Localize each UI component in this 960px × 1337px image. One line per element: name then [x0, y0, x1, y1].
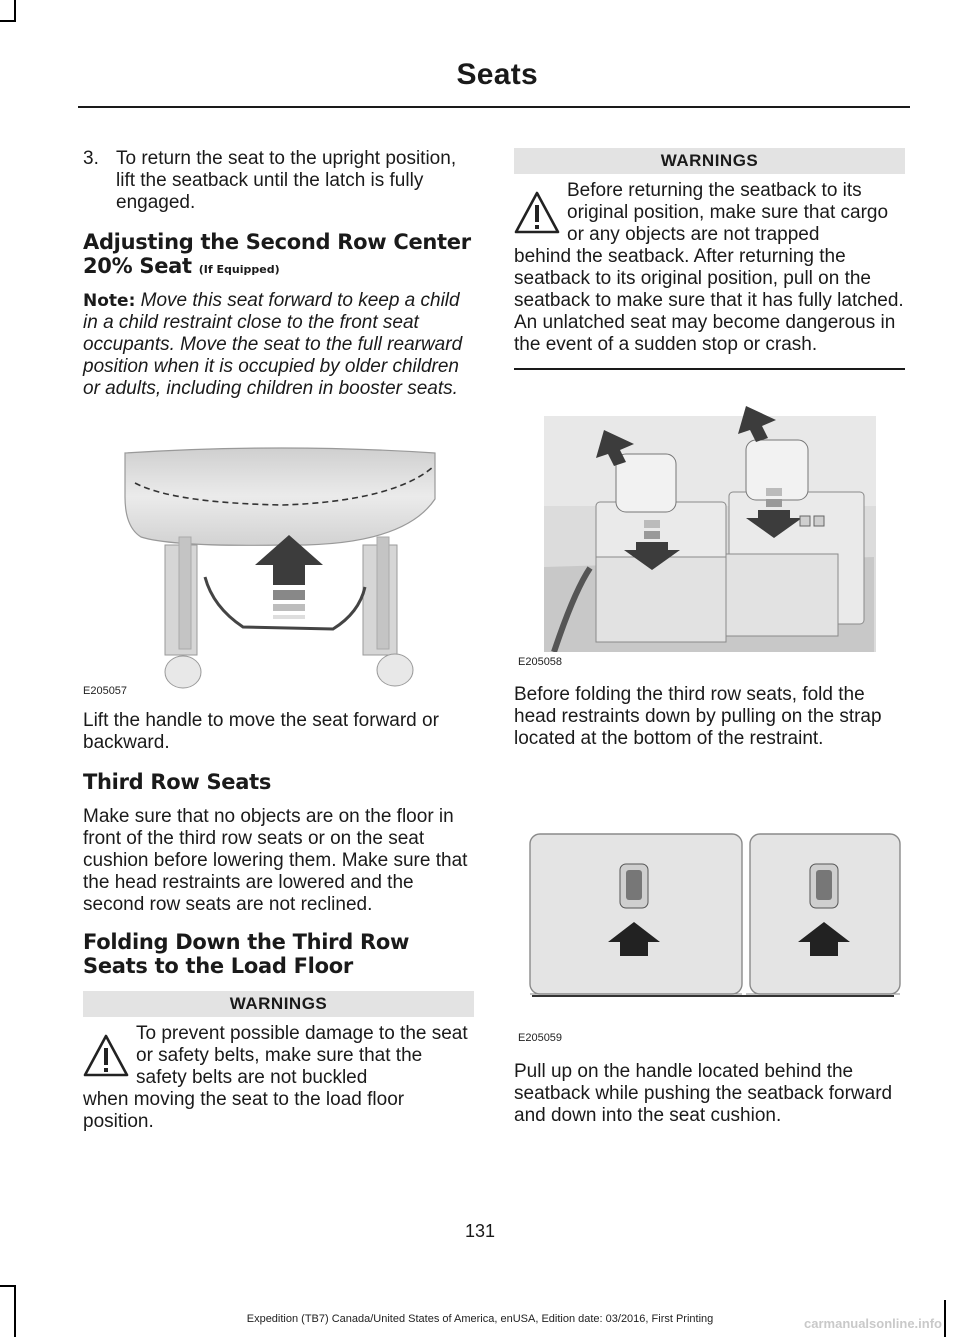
warning-triangle-icon: [83, 1033, 129, 1079]
note-paragraph: [83, 290, 475, 400]
step-text: To return the seat to the upright position, lift the seatback until the latch is fully engaged.: [116, 148, 457, 213]
warning-rule: [514, 368, 905, 370]
warning-text-continued: behind the seatback. After returning the seatback to its original position, pull on the seatback to make sure that it has fully latched. An unlatched seat may become dangerous in the event of a sudden stop or crash.: [514, 246, 904, 355]
step-number: 3.: [83, 148, 99, 169]
watermark: carmanualsonline.info: [804, 1316, 942, 1331]
crop-mark: [0, 20, 16, 22]
section-heading-folding: Folding Down the Third Row Seats to the Load Floor: [83, 930, 410, 978]
figure-caption: Before folding the third row seats, fold the head restraints down by pulling on the strap located at the bottom of the restraint.: [514, 684, 882, 749]
warning-title: WARNINGS: [514, 148, 905, 174]
figure-caption: Pull up on the handle located behind the seatback while pushing the seatback forward and down into the seat cushion.: [514, 1061, 893, 1126]
section-heading-second-row: [83, 230, 483, 282]
figure-head-restraints: [514, 392, 906, 672]
warning-body: [514, 180, 905, 356]
list-item-step-3: [83, 148, 478, 214]
warning-text-continued: when moving the seat to the load floor position.: [83, 1089, 405, 1132]
header-rule: [78, 106, 910, 108]
warning-text: To prevent possible damage to the seat or safety belts, make sure that the safety belts are not buckled: [136, 1023, 468, 1088]
warning-title: WARNINGS: [83, 991, 474, 1017]
seatback-handle-illustration: [514, 818, 906, 1028]
warning-text: Before returning the seatback to its original position, make sure that cargo or any objects are not trapped: [567, 180, 889, 245]
paragraph-third-row: Make sure that no objects are on the floor in front of the third row seats or on the seat cushion before lowering them. Make sure that the head restraints are lowered and the second row seats are not reclined.: [83, 806, 468, 915]
warning-box-right: [514, 148, 905, 370]
heading-text: Adjusting the Second Row Center 20% Seat: [83, 230, 471, 278]
figure-caption: Lift the handle to move the seat forward or backward.: [83, 710, 439, 753]
page-header: [0, 58, 960, 98]
head-restraint-illustration: [514, 392, 906, 652]
warning-box-left: [83, 991, 474, 1133]
warning-body: [83, 1023, 474, 1133]
edition-footer: Expedition (TB7) Canada/United States of America, enUSA, Edition date: 03/2016, First Printing: [246, 1313, 714, 1325]
note-label: Note:: [83, 291, 136, 311]
section-heading-third-row: Third Row Seats: [83, 770, 272, 794]
warning-triangle-icon: [514, 190, 560, 236]
heading-qualifier: (If Equipped): [198, 263, 280, 276]
crop-mark: [0, 1285, 16, 1287]
figure-code: E205057: [83, 685, 128, 697]
page-title: Seats: [456, 58, 538, 91]
seat-handle-illustration: [83, 437, 475, 697]
note-text: Move this seat forward to keep a child in a child restraint close to the front seat occupants. Move the seat to the full rearward position when it is occupied by older children or adults, including children in booster seats.: [83, 290, 463, 399]
figure-seatback-handles: [514, 818, 906, 1048]
figure-seat-handle: [83, 437, 475, 697]
page-number: 131: [464, 1221, 496, 1241]
crop-mark: [14, 0, 16, 20]
crop-mark: [14, 1285, 16, 1337]
figure-code: E205059: [518, 1032, 563, 1044]
figure-code: E205058: [518, 656, 563, 668]
